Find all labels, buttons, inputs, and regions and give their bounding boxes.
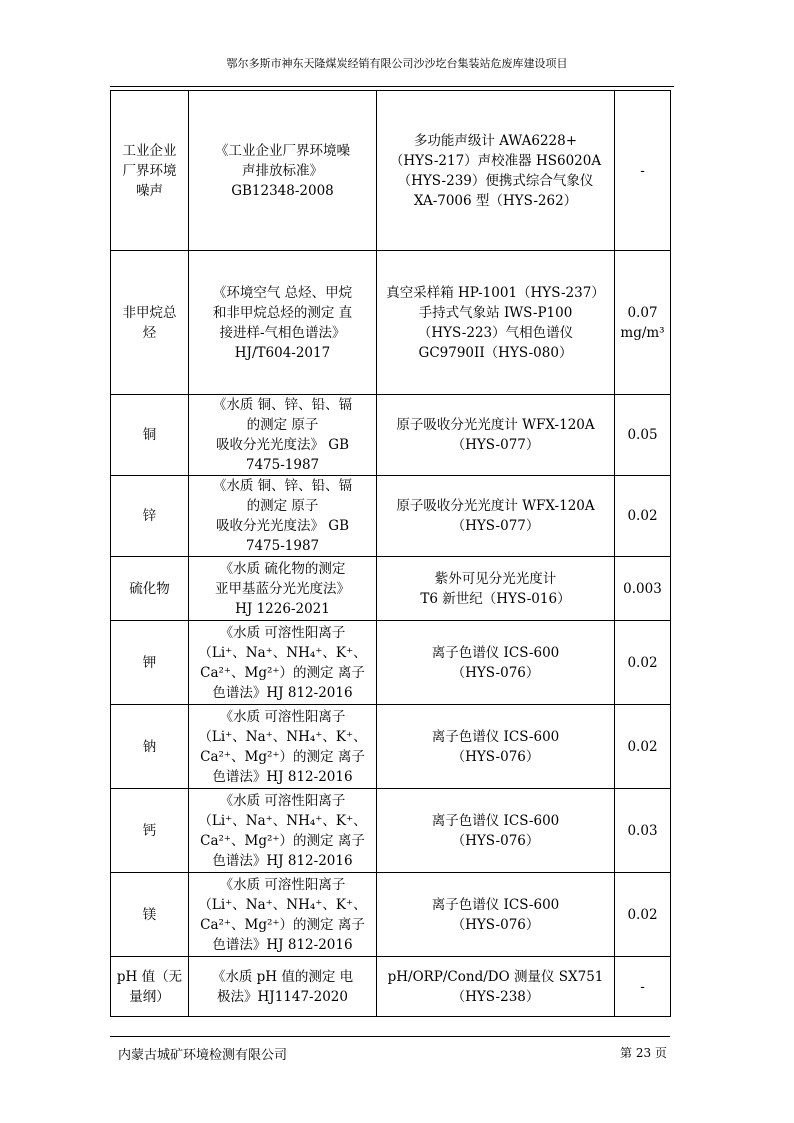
instrument-cell: 原子吸收分光光度计 WFX-120A （HYS-077） <box>377 476 615 557</box>
limit-cell: 0.05 <box>615 395 671 476</box>
method-cell: 《水质 硫化物的测定 亚甲基蓝分光光度法》 HJ 1226-2021 <box>189 557 377 621</box>
limit-cell: 0.03 <box>615 789 671 873</box>
instrument-cell: 离子色谱仪 ICS-600 （HYS-076） <box>377 873 615 957</box>
table-row <box>111 621 671 705</box>
page-header: 鄂尔多斯市神东天隆煤炭经销有限公司沙沙圪台集装站危废库建设项目 <box>226 57 568 70</box>
limit-cell: - <box>615 91 671 251</box>
method-cell: 《水质 可溶性阳离子 （Li⁺、Na⁺、NH₄⁺、K⁺、 Ca²⁺、Mg²⁺）的测定 离子 色谱法》HJ 812-2016 <box>189 621 377 705</box>
item-cell: 工业企业 厂界环境 噪声 <box>111 91 189 251</box>
limit-cell: 0.02 <box>615 873 671 957</box>
item-cell: 非甲烷总 烃 <box>111 251 189 395</box>
instrument-cell: 多功能声级计 AWA6228+ （HYS-217）声校准器 HS6020A （HYS-239）便携式综合气象仪 XA-7006 型（HYS-262） <box>377 91 615 251</box>
item-cell: 镁 <box>111 873 189 957</box>
instrument-cell: 离子色谱仪 ICS-600 （HYS-076） <box>377 705 615 789</box>
limit-cell: 0.02 <box>615 705 671 789</box>
limit-cell: 0.02 <box>615 621 671 705</box>
item-cell: pH 值（无 量纲） <box>111 957 189 1017</box>
method-cell: 《水质 可溶性阳离子 （Li⁺、Na⁺、NH₄⁺、K⁺、 Ca²⁺、Mg²⁺）的测定 离子 色谱法》HJ 812-2016 <box>189 705 377 789</box>
method-cell: 《环境空气 总烃、甲烷 和非甲烷总烃的测定 直 接进样-气相色谱法》 HJ/T604-2017 <box>189 251 377 395</box>
limit-cell: 0.07 mg/m³ <box>615 251 671 395</box>
instrument-cell: 原子吸收分光光度计 WFX-120A （HYS-077） <box>377 395 615 476</box>
item-cell: 钠 <box>111 705 189 789</box>
method-cell: 《水质 可溶性阳离子 （Li⁺、Na⁺、NH₄⁺、K⁺、 Ca²⁺、Mg²⁺）的测定 离子 色谱法》HJ 812-2016 <box>189 873 377 957</box>
limit-cell: 0.003 <box>615 557 671 621</box>
instrument-cell: pH/ORP/Cond/DO 测量仪 SX751 （HYS-238） <box>377 957 615 1017</box>
table-row <box>111 395 671 476</box>
table-row <box>111 476 671 557</box>
instrument-cell: 离子色谱仪 ICS-600 （HYS-076） <box>377 789 615 873</box>
limit-cell: - <box>615 957 671 1017</box>
table-row <box>111 873 671 957</box>
item-cell: 铜 <box>111 395 189 476</box>
header-rule <box>110 86 674 87</box>
table-row <box>111 789 671 873</box>
instrument-cell: 紫外可见分光光度计 T6 新世纪（HYS-016） <box>377 557 615 621</box>
item-cell: 锌 <box>111 476 189 557</box>
method-table <box>110 90 671 1017</box>
page-number: 第 23 页 <box>620 1046 667 1060</box>
instrument-cell: 离子色谱仪 ICS-600 （HYS-076） <box>377 621 615 705</box>
instrument-cell: 真空采样箱 HP-1001（HYS-237） 手持式气象站 IWS-P100 （HYS-223）气相色谱仪 GC9790II（HYS-080） <box>377 251 615 395</box>
table-row <box>111 251 671 395</box>
table-row <box>111 557 671 621</box>
method-cell: 《水质 铜、锌、铅、镉 的测定 原子 吸收分光光度法》 GB 7475-1987 <box>189 395 377 476</box>
footer-rule <box>110 1036 670 1037</box>
table-row <box>111 705 671 789</box>
limit-cell: 0.02 <box>615 476 671 557</box>
method-cell: 《水质 pH 值的测定 电 极法》HJ1147-2020 <box>189 957 377 1017</box>
footer-company: 内蒙古城矿环境检测有限公司 <box>118 1048 288 1063</box>
item-cell: 钾 <box>111 621 189 705</box>
table-row <box>111 91 671 251</box>
method-cell: 《水质 可溶性阳离子 （Li⁺、Na⁺、NH₄⁺、K⁺、 Ca²⁺、Mg²⁺）的测定 离子 色谱法》HJ 812-2016 <box>189 789 377 873</box>
method-cell: 《工业企业厂界环境噪 声排放标准》 GB12348-2008 <box>189 91 377 251</box>
item-cell: 钙 <box>111 789 189 873</box>
table-row <box>111 957 671 1017</box>
item-cell: 硫化物 <box>111 557 189 621</box>
method-cell: 《水质 铜、锌、铅、镉 的测定 原子 吸收分光光度法》 GB 7475-1987 <box>189 476 377 557</box>
